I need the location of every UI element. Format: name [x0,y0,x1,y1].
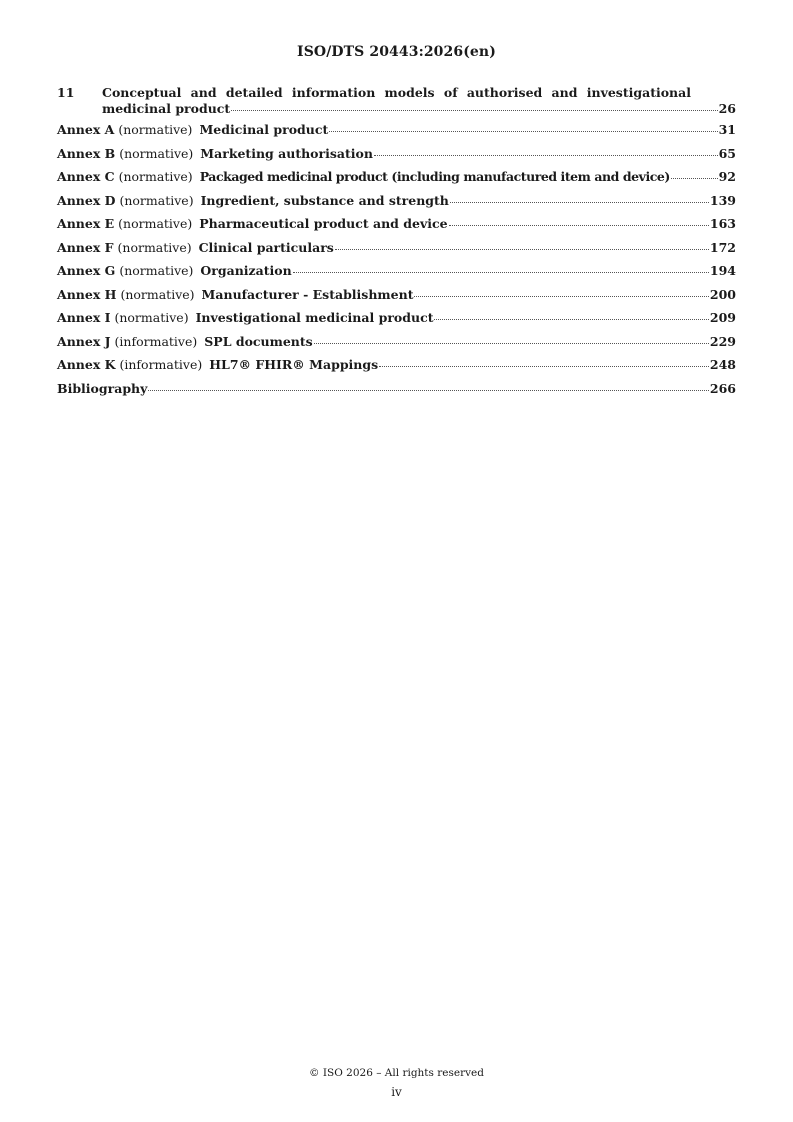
document-header: ISO/DTS 20443:2026(en) [297,44,496,60]
clause-title-line-1: Conceptual and detailed information models of authorised and investigational [102,85,691,100]
annex-title: HL7® FHIR® Mappings [209,357,379,372]
annex-label: Annex A [57,122,115,137]
toc-entry-annex-e[interactable] [57,216,736,240]
dot-leader [449,225,709,226]
page-number: 194 [709,263,736,278]
annex-type: (normative) [118,122,193,137]
toc-entry-annex-i[interactable] [57,310,736,334]
dot-leader [314,343,709,344]
page-number: 31 [718,122,736,137]
dot-leader [293,272,709,273]
page-number: 200 [709,286,736,302]
toc-entry-bibliography[interactable] [57,381,736,405]
toc-entry-annex-f[interactable] [57,240,736,264]
clause-number: 11 [57,85,75,100]
annex-label: Annex K [57,357,116,372]
annex-type: (normative) [117,239,192,255]
annex-title: Manufacturer - Establishment [201,286,414,302]
toc-entry-annex-g[interactable] [57,263,736,287]
dot-leader [335,249,709,250]
annex-label: Annex G [57,263,116,278]
dot-leader [374,155,718,156]
page-number: 163 [709,216,736,231]
bibliography-title: Bibliography [57,380,148,396]
clause-title-line-2: medicinal product [102,101,231,116]
annex-label: Annex H [57,286,117,302]
page-number: 209 [709,310,736,325]
annex-label: Annex I [57,310,111,325]
dot-leader [329,131,717,132]
annex-type: (informative) [119,357,203,372]
page-number-footer: iv [391,1085,402,1099]
dot-leader [148,390,709,391]
page-number: 229 [709,333,736,349]
toc-entry-annex-k[interactable] [57,357,736,381]
annex-title: Packaged medicinal product (including manufactured item and device) [199,169,670,184]
annex-label: Annex F [57,239,114,255]
annex-label: Annex D [57,192,116,208]
toc-entry-annex-d[interactable] [57,193,736,217]
page-number: 65 [718,145,736,161]
annex-title: Marketing authorisation [200,145,373,161]
page-number: 92 [718,169,736,184]
page-number: 172 [709,239,736,255]
annex-type: (normative) [119,145,194,161]
annex-type: (normative) [118,169,193,184]
copyright-notice: © ISO 2026 – All rights reserved [309,1067,484,1079]
annex-label: Annex C [57,169,115,184]
toc-entry-annex-a[interactable] [57,122,736,146]
annex-type: (informative) [114,333,198,349]
dot-leader [379,366,709,367]
annex-title: Organization [200,263,292,278]
annex-label: Annex E [57,216,115,231]
dot-leader [231,110,717,111]
annex-type: (normative) [114,310,189,325]
annex-title: Clinical particulars [198,239,334,255]
annex-label: Annex J [57,333,111,349]
annex-type: (normative) [120,286,195,302]
annex-title: Pharmaceutical product and device [199,216,448,231]
annex-type: (normative) [118,216,193,231]
clause-title-line-2-row [102,101,736,117]
table-of-contents [57,85,736,404]
toc-entry-annex-h[interactable] [57,287,736,311]
dot-leader [414,296,708,297]
page-number: 248 [709,357,736,372]
toc-entry-annex-j[interactable] [57,334,736,358]
dot-leader [434,319,708,320]
page-number: 139 [709,192,736,208]
dot-leader [671,178,718,179]
toc-entry-clause-11[interactable] [57,85,736,117]
annex-type: (normative) [119,192,194,208]
annex-title: Medicinal product [199,122,329,137]
annex-title: Investigational medicinal product [195,310,434,325]
toc-entry-annex-b[interactable] [57,146,736,170]
page-number: 26 [718,101,736,116]
annex-title: Ingredient, substance and strength [200,192,449,208]
clause-body [102,85,736,117]
toc-entry-annex-c[interactable] [57,169,736,193]
annex-title: SPL documents [204,333,313,349]
page-number: 266 [709,380,736,396]
annex-label: Annex B [57,145,116,161]
annex-type: (normative) [119,263,194,278]
dot-leader [450,202,709,203]
